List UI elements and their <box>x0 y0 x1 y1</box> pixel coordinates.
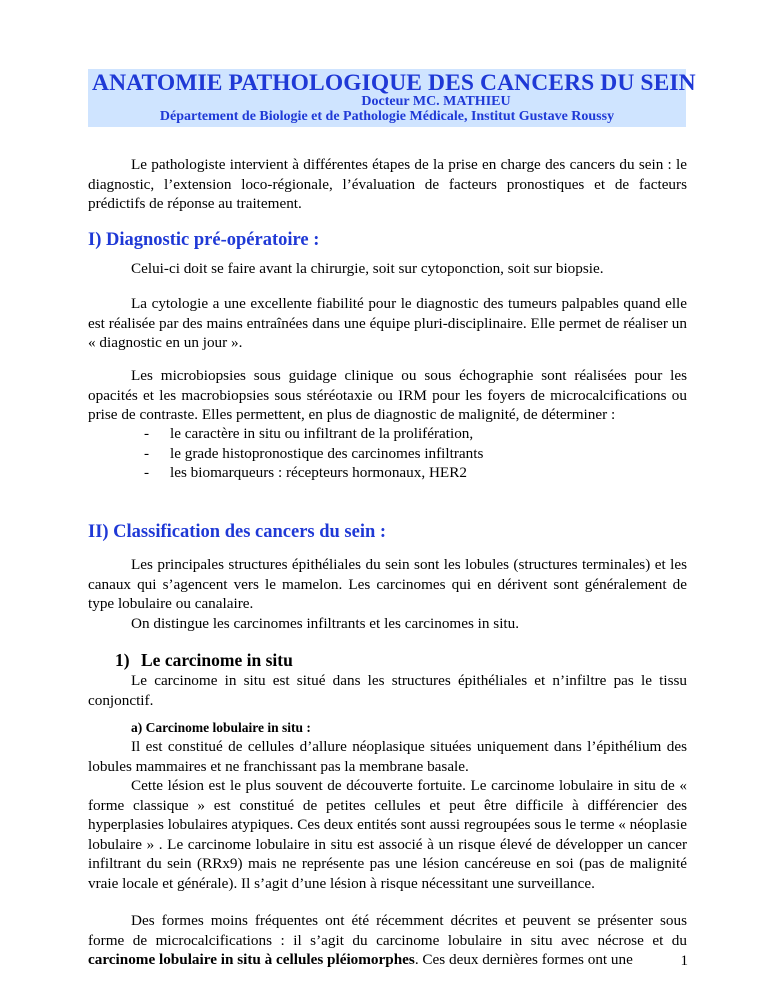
section-2-heading: II) Classification des cancers du sein : <box>88 522 387 542</box>
lobular-paragraph-2: Cette lésion est le plus souvent de découverte fortuite. Le carcinome lobulaire in situ de « forme classique » est constitué de petites cellules et peut être difficile à différencier des hyperplasies lobulaires atypiques. Ces deux entités sont aussi regroupées sous le terme « néoplasie lobulaire » . Le carcinome lobulaire in situ est associé à un risque élevé de développer un cancer infiltrant du sein (RRx9) mais ne représente pas une lésion cancéreuse en soi (pas de malignité vraie locale et générale). Il s’agit d’une lésion à risque nécessitant une surveillance. <box>88 777 687 892</box>
subsection-title: Le carcinome in situ <box>141 650 293 670</box>
section-1-paragraph-3: Les microbiopsies sous guidage clinique ou sous échographie sont réalisées pour les opacités et les macrobiopsies sous stéréotaxie ou IRM pour les foyers de microcalcifications ou prise de contraste. Elles permettent, en plus de diagnostic de malignité, de déterminer : <box>88 367 687 423</box>
section-2-paragraph-2: On distingue les carcinomes infiltrants et les carcinomes in situ. <box>131 615 520 632</box>
lobular-paragraph-1: Il est constitué de cellules d’allure néoplasique situées uniquement dans l’épithélium des lobules mammaires et ne franchissant pas la membrane basale. <box>88 738 687 775</box>
affiliation-line: Département de Biologie et de Pathologie Médicale, Institut Gustave Roussy <box>159 109 615 124</box>
section-2-paragraph-1: Les principales structures épithéliales du sein sont les lobules (structures terminales) et les canaux qui s’agencent vers le mamelon. Les carcinomes qui en dérivent sont généralement de type lobulaire ou canalaire. <box>88 556 687 612</box>
section-1-heading: I) Diagnostic pré-opératoire : <box>88 230 320 250</box>
emphasis-text: carcinome lobulaire in situ à cellules pléiomorphes <box>88 951 415 968</box>
section-1-paragraph-2: La cytologie a une excellente fiabilité pour le diagnostic des tumeurs palpables quand elle est réalisée par des mains entraînées dans une équipe pluri-disciplinaire. Elle permet de réaliser un « diagnostic en un jour ». <box>88 295 687 351</box>
lobular-paragraph-3: Des formes moins fréquentes ont été récemment décrites et peuvent se présenter sous forme de microcalcifications : il s’agit du carcinome lobulaire in situ avec nécrose et du carcinome lobulaire in situ à cellules pléiomorphes. Ces deux dernières formes ont une <box>88 912 687 968</box>
subsection-1-paragraph: Le carcinome in situ est situé dans les structures épithéliales et n’infiltre pas le tissu conjonctif. <box>88 672 687 709</box>
intro-paragraph: Le pathologiste intervient à différentes étapes de la prise en charge des cancers du sein : le diagnostic, l’extension loco-régionale, l’évaluation de facteurs pronostiques et de facteurs prédictifs de réponse au traitement. <box>88 156 687 212</box>
diagnostic-list <box>144 424 684 483</box>
author-line: Docteur MC. MATHIEU <box>361 94 511 109</box>
list-item: - le caractère in situ ou infiltrant de la prolifération, <box>144 425 474 442</box>
list-item: - les biomarqueurs : récepteurs hormonaux, HER2 <box>144 464 467 481</box>
section-1-paragraph-1: Celui-ci doit se faire avant la chirurgie, soit sur cytoponction, soit sur biopsie. <box>131 260 604 277</box>
subsection-1-heading <box>115 650 293 671</box>
subsubsection-a-heading: a) Carcinome lobulaire in situ : <box>131 720 311 735</box>
page-number: 1 <box>680 953 688 969</box>
title-banner <box>88 69 696 127</box>
list-item: - le grade histopronostique des carcinomes infiltrants <box>144 444 484 462</box>
document-title: ANATOMIE PATHOLOGIQUE DES CANCERS DU SEIN <box>92 70 696 96</box>
subsection-number: 1) <box>115 650 130 670</box>
